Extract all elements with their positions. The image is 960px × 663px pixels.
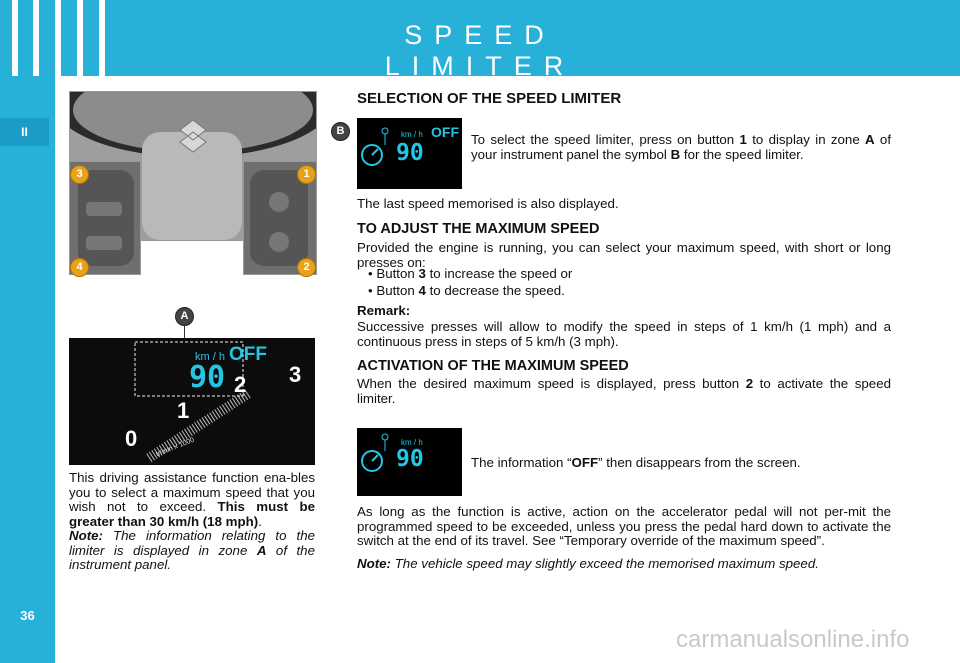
section-title-activation: ACTIVATION OF THE MAXIMUM SPEED — [357, 358, 629, 374]
text: for the speed limiter. — [683, 146, 804, 162]
text: to decrease the speed. — [429, 283, 565, 298]
text: • Button — [368, 283, 415, 298]
off-disappears-text — [471, 456, 891, 471]
section-title-selection: SELECTION OF THE SPEED LIMITER — [357, 90, 622, 107]
adjust-intro: Provided the engine is running, you can select your maximum speed, with short or long presses on: — [357, 240, 891, 270]
button-ref: 1 — [739, 132, 747, 147]
text: of your instrument panel the symbol — [471, 132, 892, 162]
limiter-display-active — [357, 428, 462, 496]
intro-bold: This must be greater than 30 km/h (18 mph) — [69, 499, 315, 529]
callout-zone-a: A — [175, 307, 194, 326]
dial-number-3: 3 — [289, 362, 302, 387]
instrument-panel-photo — [69, 338, 315, 465]
text: to activate the speed limiter. — [357, 376, 891, 406]
off-ref: OFF — [571, 455, 599, 470]
off-indicator: OFF — [431, 124, 459, 140]
final-note — [357, 557, 891, 572]
page-number: 36 — [20, 608, 35, 623]
decor-stripe — [12, 0, 18, 76]
note-text: The vehicle speed may slightly exceed the memorised maximum speed. — [394, 556, 819, 571]
speed-value: 90 — [189, 360, 226, 395]
decor-stripe — [33, 0, 39, 76]
dial-number-0: 0 — [125, 426, 138, 451]
selection-paragraph — [471, 133, 891, 162]
dial-number-1: 1 — [177, 398, 190, 423]
intro-end: . — [258, 513, 262, 529]
callout-4: 4 — [70, 258, 89, 277]
button-ref: 2 — [745, 376, 754, 391]
note-zone: A — [256, 542, 267, 558]
note-text: The information relating to the limiter is displayed in zone — [69, 528, 315, 558]
remark-text: Successive presses will allow to modify the speed in steps of 1 km/h (1 mph) and a continuous press in steps of 5 km/h (3 mph). — [357, 319, 891, 349]
text: • Button — [368, 266, 415, 281]
callout-1: 1 — [297, 165, 316, 184]
symbol-ref: B — [670, 146, 681, 162]
callout-symbol-b: B — [331, 122, 350, 141]
zone-ref: A — [865, 132, 875, 147]
text: To select the speed limiter, press on button — [471, 132, 735, 147]
button-ref: 4 — [418, 283, 426, 298]
text: When the desired maximum speed is displayed, press button — [357, 376, 740, 391]
remark-label: Remark: — [357, 303, 411, 318]
header-bar — [0, 0, 960, 81]
sidebar — [0, 76, 55, 663]
bullet-decrease — [368, 284, 888, 299]
text: ” then disappears from the screen. — [598, 455, 801, 470]
note-label: Note: — [357, 556, 391, 571]
activation-paragraph — [357, 377, 891, 406]
chapter-tab[interactable]: II — [0, 118, 49, 146]
speed-unit: km / h — [401, 130, 423, 139]
last-speed-text: The last speed memorised is also displayed. — [357, 196, 619, 211]
limiter-display-off — [357, 118, 462, 189]
bullet-increase — [368, 267, 888, 282]
text: The information “ — [471, 455, 572, 470]
page-title: SPEED LIMITER — [384, 20, 576, 81]
left-paragraph — [69, 471, 315, 573]
speed-value: 90 — [396, 140, 424, 166]
speed-unit: km / h — [195, 351, 225, 363]
decor-stripe — [99, 0, 105, 76]
tachometer-scale — [69, 338, 315, 465]
rpm-label: tr/min x 1000 — [155, 436, 196, 459]
callout-2: 2 — [297, 258, 316, 277]
note-label: Note: — [69, 528, 103, 543]
decor-stripe — [55, 0, 61, 76]
intro-text: This driving assistance function ena-bles you to select a maximum speed that you wish not to exceed. — [69, 470, 315, 514]
speed-value: 90 — [396, 446, 424, 472]
callout-3: 3 — [70, 165, 89, 184]
text: to display in zone — [752, 132, 860, 147]
speed-unit: km / h — [401, 438, 423, 447]
active-function-paragraph: As long as the function is active, action on the accelerator pedal will not per-mit the programmed speed to be exceeded, unless you press the pedal hard down to activate the switch at the end of its travel. See “Temporary override of the maximum speed”. — [357, 504, 891, 548]
button-ref: 3 — [418, 266, 426, 281]
text: to increase the speed or — [429, 266, 573, 281]
off-indicator: OFF — [229, 344, 267, 365]
watermark: carmanualsonline.info — [676, 626, 910, 653]
decor-stripe — [77, 0, 83, 76]
section-title-adjust: TO ADJUST THE MAXIMUM SPEED — [357, 221, 600, 237]
dial-number-2: 2 — [234, 372, 247, 397]
note-text-end: of the instrument panel. — [69, 542, 315, 572]
